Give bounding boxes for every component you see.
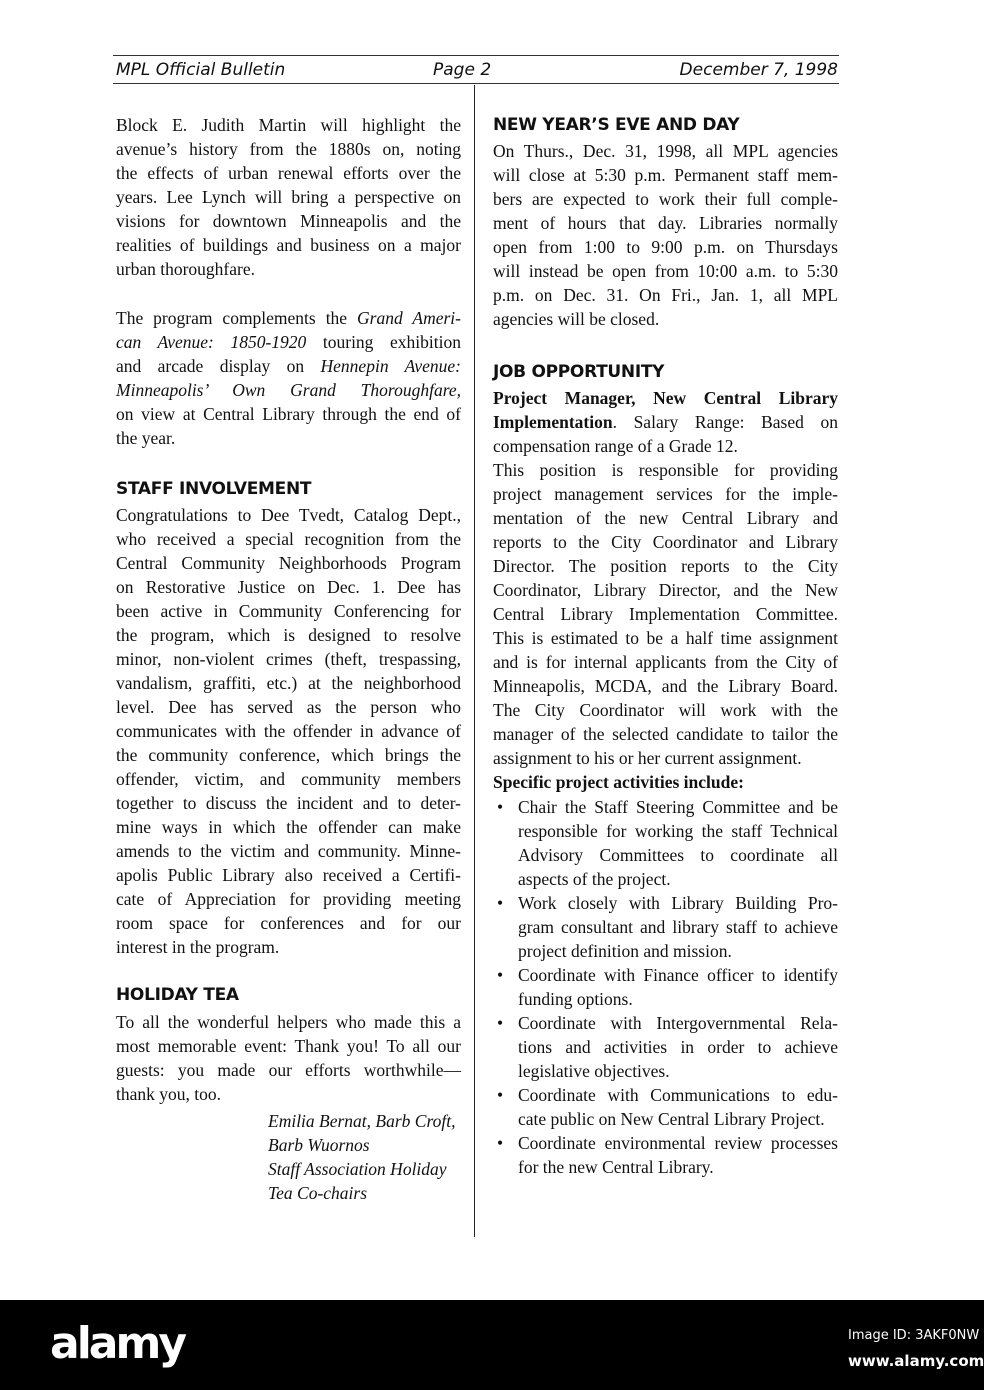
text-line	[493, 722, 838, 746]
text-run: Block E. Judith Martin will highlight the	[116, 115, 461, 135]
text-line	[493, 307, 838, 331]
text-line	[116, 887, 461, 911]
paragraph-program	[116, 306, 461, 450]
text-line	[493, 650, 838, 674]
text-run: minor, non-violent crimes (theft, trespassing,	[116, 649, 461, 669]
italic-run: Emilia Bernat, Barb Croft,	[268, 1111, 456, 1131]
text-line	[116, 719, 461, 743]
text-line	[493, 578, 838, 602]
text-line	[493, 746, 838, 770]
text-line	[493, 211, 838, 235]
text-line	[116, 330, 461, 354]
activity-list-item	[493, 1011, 838, 1083]
italic-run: can Avenue: 1850-1920	[116, 332, 307, 352]
text-run: vandalism, graffiti, etc.) at the neighborhood	[116, 673, 461, 693]
heading-new-years: NEW YEAR’S EVE AND DAY	[493, 115, 740, 135]
italic-run: Barb Wuornos	[268, 1135, 370, 1155]
paragraph-job-description	[493, 458, 838, 770]
text-run: realities of buildings and business on a major	[116, 235, 461, 255]
activity-list-item	[493, 1131, 838, 1179]
activity-list-item	[493, 1083, 838, 1131]
text-line	[518, 1107, 838, 1131]
text-run: reports to the City Coordinator and Library	[493, 532, 838, 552]
text-run: thank you, too.	[116, 1084, 221, 1104]
text-line	[116, 935, 461, 959]
bold-run: Implementation	[493, 412, 613, 432]
activity-list-item	[493, 891, 838, 963]
bullet-icon: •	[497, 1085, 504, 1105]
image-id: Image ID: 3AKF0NW	[848, 1328, 980, 1343]
text-run: amends to the victim and community. Minne-	[116, 841, 461, 861]
activity-text	[518, 1011, 838, 1083]
activity-list-item	[493, 795, 838, 891]
italic-run: Hennepin Avenue:	[320, 356, 461, 376]
text-line	[518, 987, 838, 1011]
text-line	[116, 623, 461, 647]
text-line	[116, 233, 461, 257]
text-line	[116, 185, 461, 209]
paragraph-block-e	[116, 113, 461, 281]
text-line	[116, 1058, 461, 1082]
text-line	[116, 354, 461, 378]
text-run: legislative objectives.	[518, 1061, 670, 1081]
text-run: been active in Community Conferencing for	[116, 601, 461, 621]
text-line	[518, 819, 838, 843]
text-line	[116, 671, 461, 695]
text-line	[493, 554, 838, 578]
activity-text	[518, 891, 838, 963]
text-run: Chair the Staff Steering Committee and be	[518, 797, 838, 817]
bold-run: Project Manager, New Central Library	[493, 388, 838, 408]
text-line	[268, 1181, 468, 1205]
watermark-url: www.alamy.com	[848, 1352, 984, 1370]
text-run: on Restorative Justice on Dec. 1. Dee has	[116, 577, 461, 597]
text-run: room space for conferences and for our	[116, 913, 461, 933]
bold-run: Specific project activities include:	[493, 772, 744, 792]
text-line	[493, 283, 838, 307]
text-run: for the new Central Library.	[518, 1157, 714, 1177]
text-line	[116, 815, 461, 839]
text-run: project management services for the imple-	[493, 484, 838, 504]
text-run: years. Lee Lynch will bring a perspective on	[116, 187, 461, 207]
text-run: aspects of the project.	[518, 869, 671, 889]
text-line	[116, 767, 461, 791]
activities-list	[493, 795, 838, 1179]
text-run: Central Community Neighborhoods Program	[116, 553, 461, 573]
paragraph-holiday-tea	[116, 1010, 461, 1106]
text-run: This is estimated to be a half time assignment	[493, 628, 838, 648]
text-line	[518, 795, 838, 819]
text-run: most memorable event: Thank you! To all our	[116, 1036, 461, 1056]
heading-holiday-tea: HOLIDAY TEA	[116, 985, 239, 1005]
text-line	[493, 482, 838, 506]
text-run: interest in the program.	[116, 937, 280, 957]
text-line	[116, 137, 461, 161]
text-run: guests: you made our efforts worthwhile—	[116, 1060, 461, 1080]
text-run: Coordinator, Library Director, and the New	[493, 580, 838, 600]
text-run: Advisory Committees to coordinate all	[518, 845, 838, 865]
text-run: the effects of urban renewal efforts over the	[116, 163, 461, 183]
text-run: and arcade display on	[116, 356, 321, 376]
text-line	[493, 602, 838, 626]
header-rule-top	[113, 55, 839, 56]
bullet-icon: •	[497, 797, 504, 817]
text-line	[493, 139, 838, 163]
paragraph-staff-involvement	[116, 503, 461, 959]
text-line	[493, 235, 838, 259]
activity-text	[518, 1083, 838, 1131]
text-line	[493, 259, 838, 283]
text-run: Director. The position reports to the City	[493, 556, 838, 576]
text-run: communicates with the offender in advance of	[116, 721, 461, 741]
text-line	[518, 915, 838, 939]
text-line	[116, 402, 461, 426]
text-run: on view at Central Library through the end of	[116, 404, 461, 424]
text-line	[116, 743, 461, 767]
alamy-logo: alamy	[50, 1318, 184, 1369]
text-run: open from 1:00 to 9:00 p.m. on Thursdays	[493, 237, 838, 257]
bullet-icon: •	[497, 965, 504, 985]
text-line	[116, 113, 461, 137]
text-line	[518, 963, 838, 987]
text-line	[493, 458, 838, 482]
text-run: Central Library Implementation Committee.	[493, 604, 838, 624]
text-line	[493, 698, 838, 722]
text-run: who received a special recognition from the	[116, 529, 461, 549]
text-line	[493, 530, 838, 554]
activity-text	[518, 1131, 838, 1179]
header-rule-bottom	[113, 83, 839, 84]
text-line	[116, 161, 461, 185]
text-run: cate of Appreciation for providing meeting	[116, 889, 461, 909]
text-run: together to discuss the incident and to deter-	[116, 793, 461, 813]
text-run: Coordinate environmental review processes	[518, 1133, 838, 1153]
text-line	[116, 378, 461, 402]
bullet-icon: •	[497, 1013, 504, 1033]
job-title	[493, 386, 838, 458]
text-line	[268, 1109, 468, 1133]
text-line	[116, 791, 461, 815]
text-line	[518, 1035, 838, 1059]
text-line	[116, 695, 461, 719]
text-run: will instead be open from 10:00 a.m. to 5:30	[493, 261, 838, 281]
text-run: ment of hours that day. Libraries normally	[493, 213, 838, 233]
text-run: To all the wonderful helpers who made this a	[116, 1012, 461, 1032]
text-line	[116, 503, 461, 527]
text-line	[116, 1082, 461, 1106]
text-run: Congratulations to Dee Tvedt, Catalog Dept.,	[116, 505, 461, 525]
heading-job-opportunity: JOB OPPORTUNITY	[493, 362, 665, 382]
watermark-bar	[0, 1300, 984, 1390]
text-line	[518, 939, 838, 963]
text-run: the program, which is designed to resolve	[116, 625, 461, 645]
italic-run: Grand Ameri-	[357, 308, 461, 328]
text-run: Coordinate with Intergovernmental Rela-	[518, 1013, 838, 1033]
text-line	[518, 1155, 838, 1179]
text-run: The City Coordinator will work with the	[493, 700, 838, 720]
text-line	[493, 434, 838, 458]
text-line	[116, 527, 461, 551]
text-line	[268, 1157, 468, 1181]
text-run: assignment to his or her current assignment.	[493, 748, 802, 768]
text-run: responsible for working the staff Technical	[518, 821, 838, 841]
text-run: funding options.	[518, 989, 633, 1009]
activities-heading	[493, 770, 838, 794]
text-run: urban thoroughfare.	[116, 259, 255, 279]
text-line	[518, 1059, 838, 1083]
text-line	[116, 599, 461, 623]
bullet-icon: •	[497, 893, 504, 913]
text-run: The program complements the	[116, 308, 358, 328]
text-run: Minneapolis, MCDA, and the Library Board.	[493, 676, 838, 696]
text-run: This position is responsible for providing	[493, 460, 838, 480]
text-run: mine ways in which the offender can make	[116, 817, 461, 837]
text-line	[116, 647, 461, 671]
text-run: mentation of the new Central Library and	[493, 508, 838, 528]
text-run: avenue’s history from the 1880s on, noting	[116, 139, 461, 159]
text-run: gram consultant and library staff to achieve	[518, 917, 838, 937]
text-run: cate public on New Central Library Project.	[518, 1109, 825, 1129]
text-run: project definition and mission.	[518, 941, 732, 961]
text-line	[518, 1131, 838, 1155]
text-run: the community conference, which brings the	[116, 745, 461, 765]
italic-run: Staff Association Holiday	[268, 1159, 447, 1179]
page-number: Page 2	[433, 60, 492, 80]
text-run: offender, victim, and community members	[116, 769, 461, 789]
text-run: visions for downtown Minneapolis and the	[116, 211, 461, 231]
text-line	[518, 1011, 838, 1035]
activity-text	[518, 963, 838, 1011]
issue-date: December 7, 1998	[679, 60, 838, 80]
text-line	[116, 1010, 461, 1034]
text-run: . Salary Range: Based on	[612, 412, 838, 432]
text-run: On Thurs., Dec. 31, 1998, all MPL agencies	[493, 141, 838, 161]
text-line	[493, 386, 838, 410]
text-line	[268, 1133, 468, 1157]
text-run: touring exhibition	[306, 332, 461, 352]
activity-text	[518, 795, 838, 891]
paragraph-new-years	[493, 139, 838, 331]
activity-list-item	[493, 963, 838, 1011]
text-line	[493, 674, 838, 698]
text-line	[116, 426, 461, 450]
text-line	[116, 257, 461, 281]
column-divider	[474, 85, 475, 1237]
text-line	[116, 1034, 461, 1058]
text-run: Work closely with Library Building Pro-	[518, 893, 838, 913]
text-line	[116, 551, 461, 575]
text-line	[493, 410, 838, 434]
text-line	[518, 843, 838, 867]
text-line	[493, 506, 838, 530]
text-run: manager of the selected candidate to tailor the	[493, 724, 838, 744]
italic-run: Minneapolis’ Own Grand Thoroughfare,	[116, 380, 461, 400]
text-line	[493, 626, 838, 650]
text-line	[116, 839, 461, 863]
heading-staff-involvement: STAFF INVOLVEMENT	[116, 479, 312, 499]
text-run: Coordinate with Finance officer to identify	[518, 965, 838, 985]
text-run: Coordinate with Communications to edu-	[518, 1085, 838, 1105]
text-run: and is for internal applicants from the City of	[493, 652, 838, 672]
text-run: apolis Public Library also received a Certifi-	[116, 865, 461, 885]
signature-block	[268, 1109, 468, 1205]
text-run: will close at 5:30 p.m. Permanent staff mem-	[493, 165, 838, 185]
text-line	[518, 867, 838, 891]
text-run: agencies will be closed.	[493, 309, 660, 329]
text-line	[116, 575, 461, 599]
bullet-icon: •	[497, 1133, 504, 1153]
text-line	[116, 209, 461, 233]
text-run: compensation range of a Grade 12.	[493, 436, 738, 456]
text-run: bers are expected to work their full comple-	[493, 189, 838, 209]
text-run: the year.	[116, 428, 176, 448]
text-run: level. Dee has served as the person who	[116, 697, 461, 717]
text-run: p.m. on Dec. 31. On Fri., Jan. 1, all MPL	[493, 285, 838, 305]
text-line	[116, 306, 461, 330]
text-line	[518, 1083, 838, 1107]
text-line	[116, 863, 461, 887]
text-line	[518, 891, 838, 915]
text-line	[116, 911, 461, 935]
text-line	[493, 163, 838, 187]
bulletin-title: MPL Official Bulletin	[116, 60, 286, 80]
italic-run: Tea Co-chairs	[268, 1183, 368, 1203]
text-line	[493, 187, 838, 211]
text-line	[493, 770, 838, 794]
text-run: tions and activities in order to achieve	[518, 1037, 838, 1057]
